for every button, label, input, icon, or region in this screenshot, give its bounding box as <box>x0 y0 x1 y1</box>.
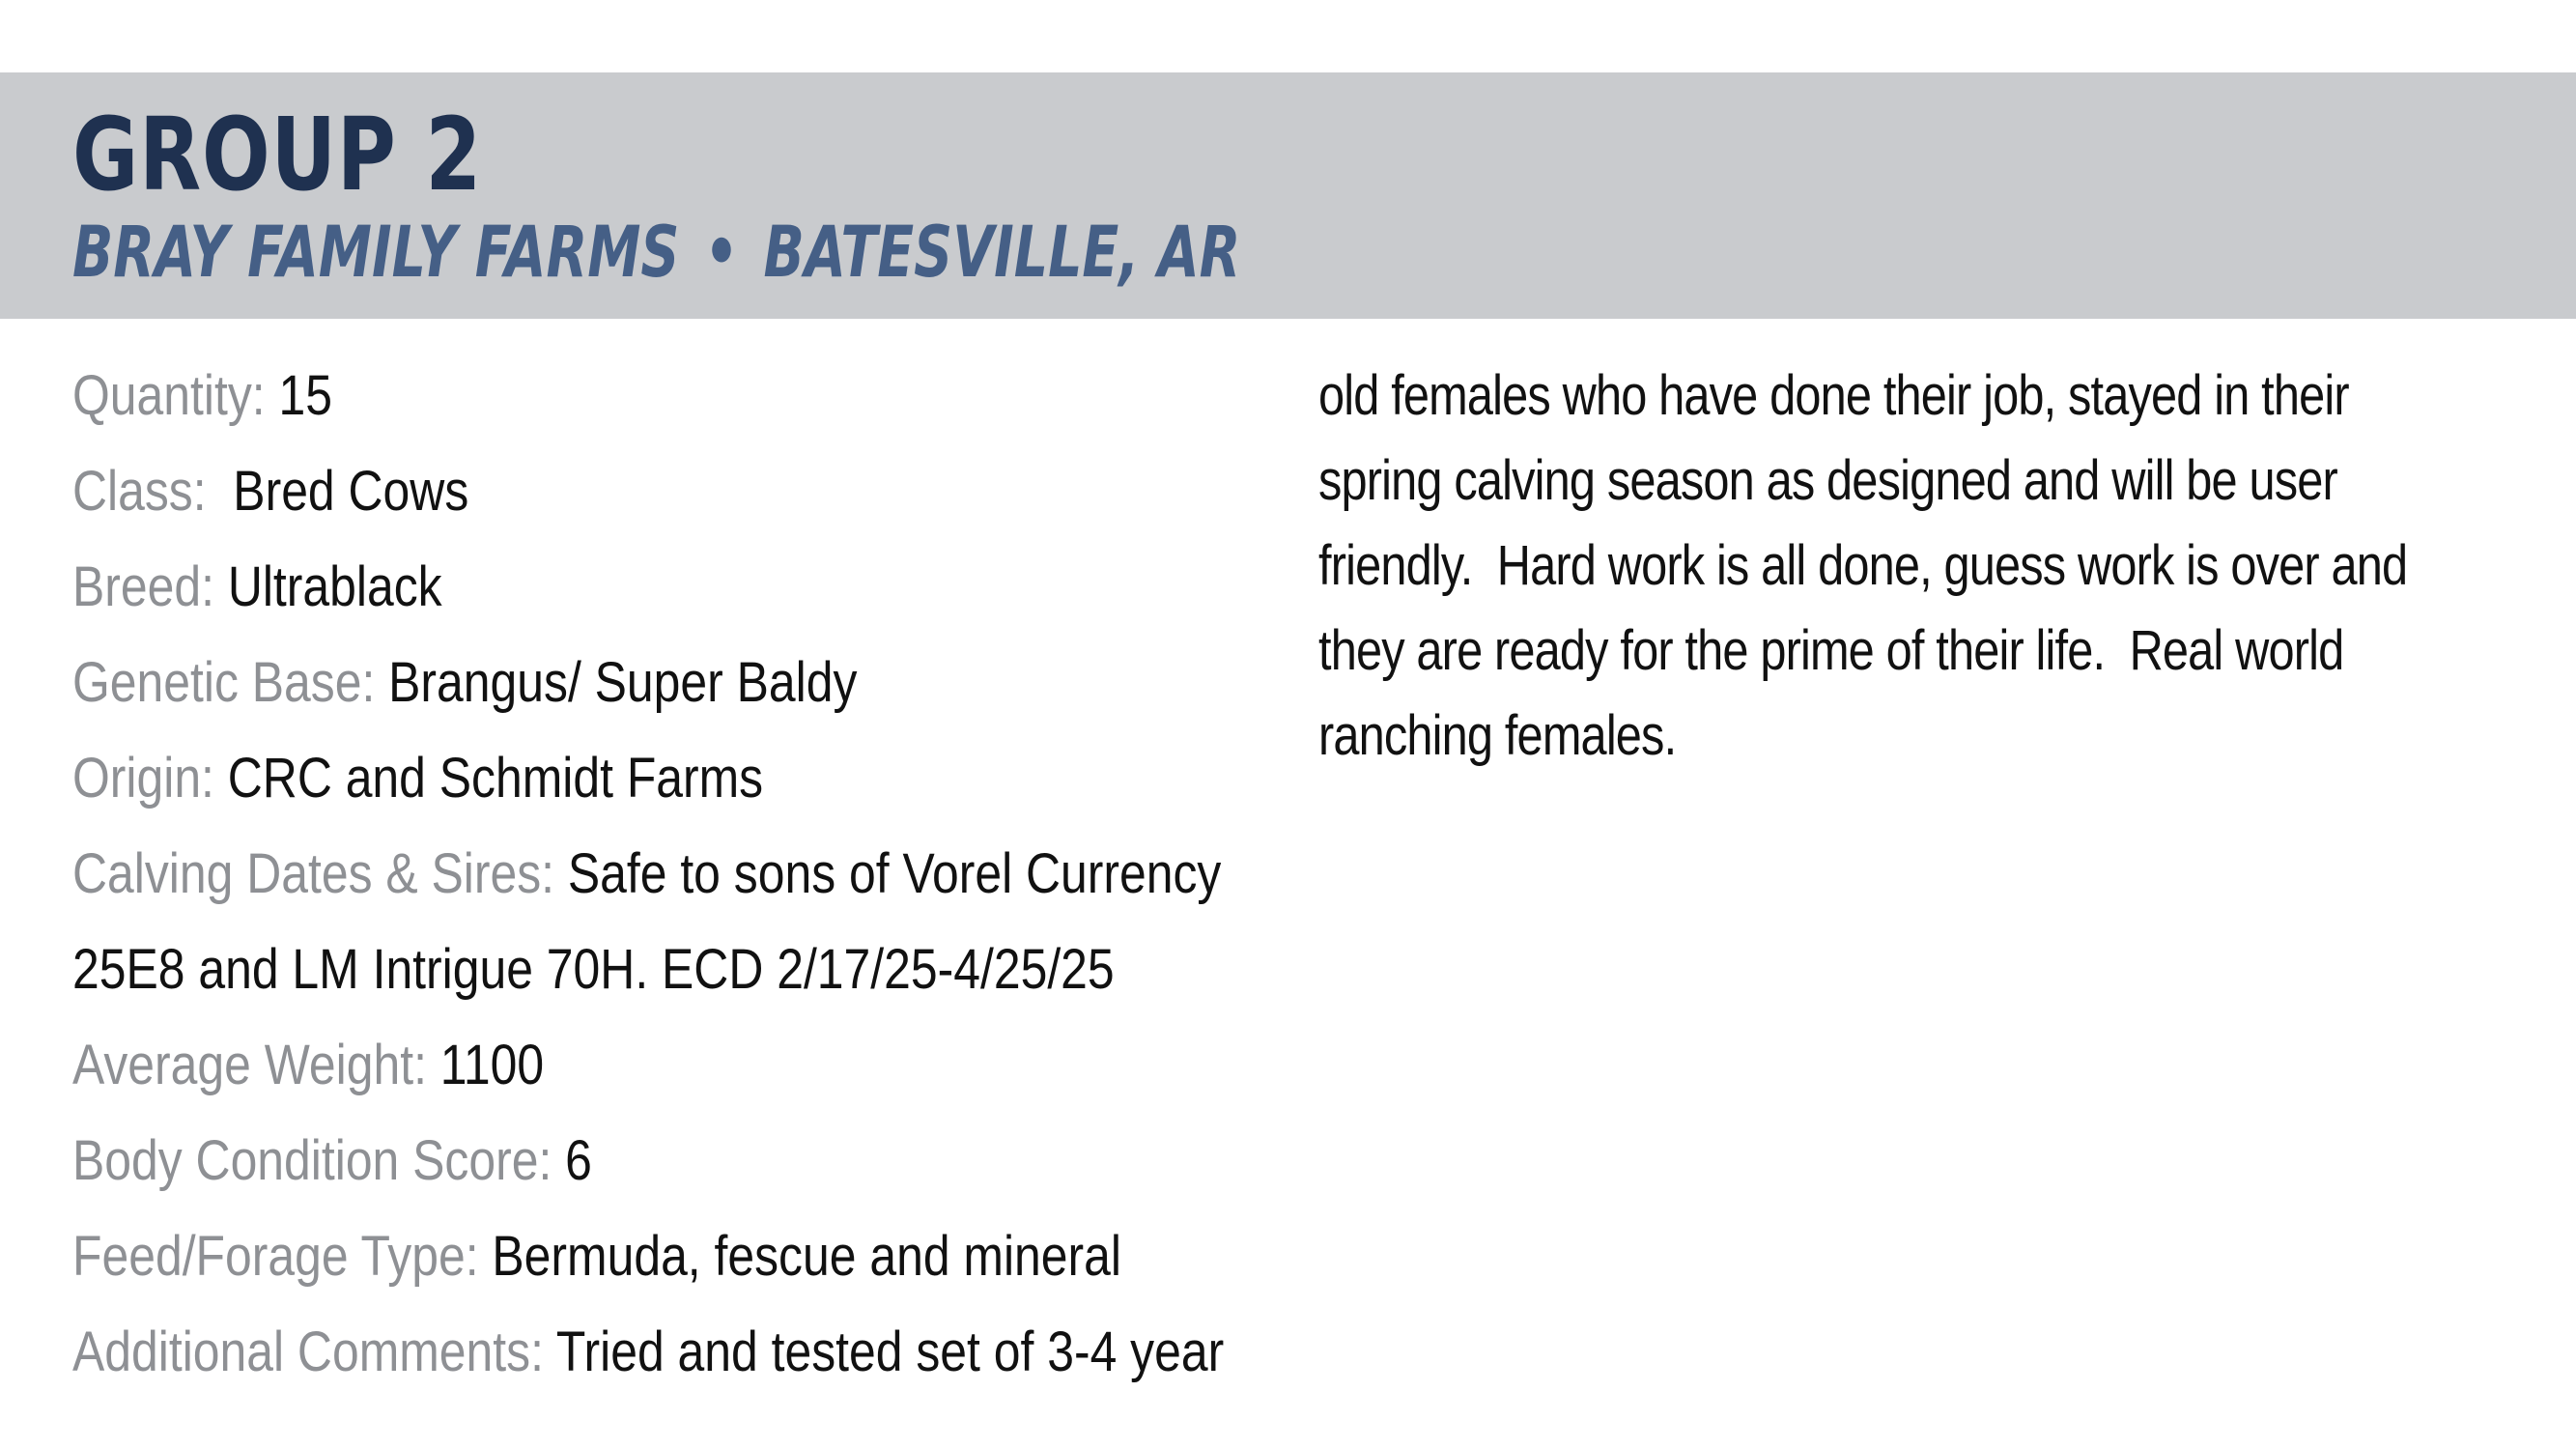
farm-location-subtitle <box>72 211 1240 296</box>
farm-name: BRAY FAMILY FARMS <box>72 212 680 294</box>
detail-genetic-base <box>72 644 1161 740</box>
detail-value: Safe to sons of Vorel Currency <box>554 842 1222 905</box>
detail-value: Tried and tested set of 3-4 year <box>543 1321 1225 1383</box>
detail-average-weight <box>72 1027 1161 1122</box>
comment-line: old females who have done their job, stayed in their <box>1318 364 2349 427</box>
detail-value: Bred Cows <box>206 460 469 523</box>
detail-calving-dates-continued <box>72 931 1161 1027</box>
separator-bullet: • <box>704 212 739 294</box>
detail-label: Body Condition Score: <box>72 1129 552 1192</box>
detail-label: Genetic Base: <box>72 651 376 714</box>
comment-line: ranching females. <box>1318 704 1677 767</box>
detail-feed-forage-type <box>72 1218 1161 1314</box>
detail-label: Additional Comments: <box>72 1321 544 1383</box>
detail-value: Ultrablack <box>213 555 442 618</box>
detail-calving-dates-sires <box>72 836 1222 931</box>
detail-breed <box>72 549 1161 644</box>
details-list <box>72 357 1338 1409</box>
comments-continued <box>1318 357 2535 782</box>
detail-label: Class: <box>72 460 207 523</box>
detail-label: Breed: <box>72 555 214 618</box>
detail-value: CRC and Schmidt Farms <box>213 747 764 810</box>
detail-value: 25E8 and LM Intrigue 70H. ECD 2/17/25-4/25/25 <box>72 938 1115 1001</box>
comment-line: spring calving season as designed and will be user <box>1318 449 2337 512</box>
detail-quantity <box>72 357 1161 453</box>
group-title: GROUP 2 <box>72 96 483 213</box>
detail-value: 1100 <box>426 1034 545 1096</box>
detail-value: 15 <box>265 364 332 427</box>
detail-label: Quantity: <box>72 364 266 427</box>
detail-value: Bermuda, fescue and mineral <box>478 1225 1121 1288</box>
detail-label: Origin: <box>72 747 214 810</box>
comment-line: friendly. Hard work is all done, guess work is over and <box>1318 534 2408 597</box>
detail-origin <box>72 740 1161 836</box>
detail-label: Feed/Forage Type: <box>72 1225 479 1288</box>
detail-value: Brangus/ Super Baldy <box>375 651 858 714</box>
detail-label: Calving Dates & Sires: <box>72 842 555 905</box>
detail-value: 6 <box>552 1129 592 1192</box>
detail-body-condition-score <box>72 1122 1161 1218</box>
detail-additional-comments <box>72 1314 1225 1409</box>
detail-class <box>72 453 1161 549</box>
detail-label: Average Weight: <box>72 1034 427 1096</box>
farm-location: BATESVILLE, AR <box>763 212 1241 294</box>
comment-line: they are ready for the prime of their life. Real world <box>1318 619 2344 682</box>
